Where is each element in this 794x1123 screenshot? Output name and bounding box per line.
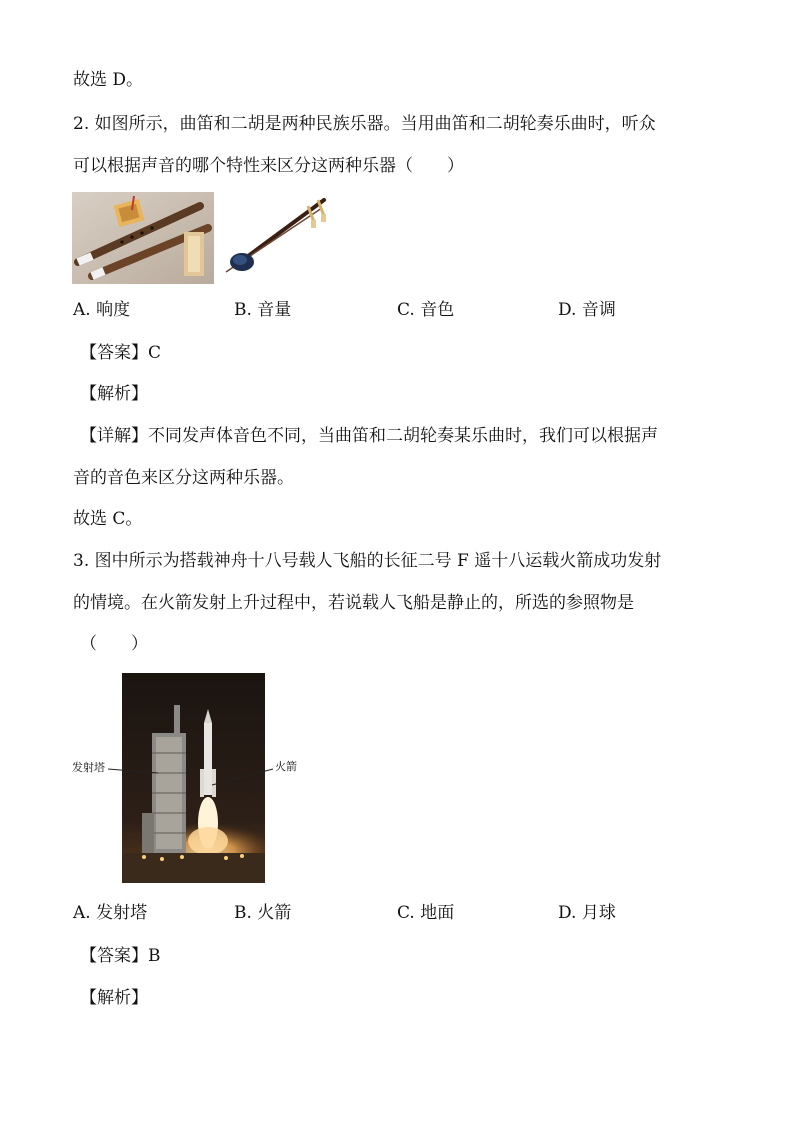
label-rocket: 火箭 <box>275 760 297 773</box>
question-3-line-1: 3. 图中所示为搭载神舟十八号载人飞船的长征二号 F 遥十八运载火箭成功发射 <box>73 551 662 571</box>
q3-option-c: C. 地面 <box>397 903 455 923</box>
q2-conclusion: 故选 C。 <box>73 509 143 529</box>
question-3-line-3: （ ） <box>80 634 148 654</box>
q2-option-a: A. 响度 <box>73 300 131 320</box>
q2-option-b: B. 音量 <box>234 300 292 320</box>
q2-detail-line-1: 【详解】不同发声体音色不同，当曲笛和二胡轮奏某乐曲时，我们可以根据声 <box>80 426 658 446</box>
question-2-line-2: 可以根据声音的哪个特性来区分这两种乐器（ ） <box>73 156 464 176</box>
q2-analysis: 【解析】 <box>80 384 148 404</box>
q2-option-d: D. 音调 <box>558 300 616 320</box>
q2-detail-line-2: 音的音色来区分这两种乐器。 <box>73 468 294 488</box>
q3-answer: 【答案】B <box>80 946 161 966</box>
q3-option-d: D. 月球 <box>558 903 616 923</box>
q2-option-c: C. 音色 <box>397 300 455 320</box>
q3-option-b: B. 火箭 <box>234 903 292 923</box>
question-2-line-1: 2. 如图所示，曲笛和二胡是两种民族乐器。当用曲笛和二胡轮奏乐曲时，听众 <box>73 114 656 134</box>
conclusion-q1: 故选 D。 <box>73 70 144 90</box>
q2-answer: 【答案】C <box>80 343 162 363</box>
label-launch-tower: 发射塔 <box>72 761 105 774</box>
question-3-line-2: 的情境。在火箭发射上升过程中，若说载人飞船是静止的，所选的参照物是 <box>73 593 634 613</box>
q3-option-a: A. 发射塔 <box>73 903 148 923</box>
q3-analysis: 【解析】 <box>80 988 148 1008</box>
